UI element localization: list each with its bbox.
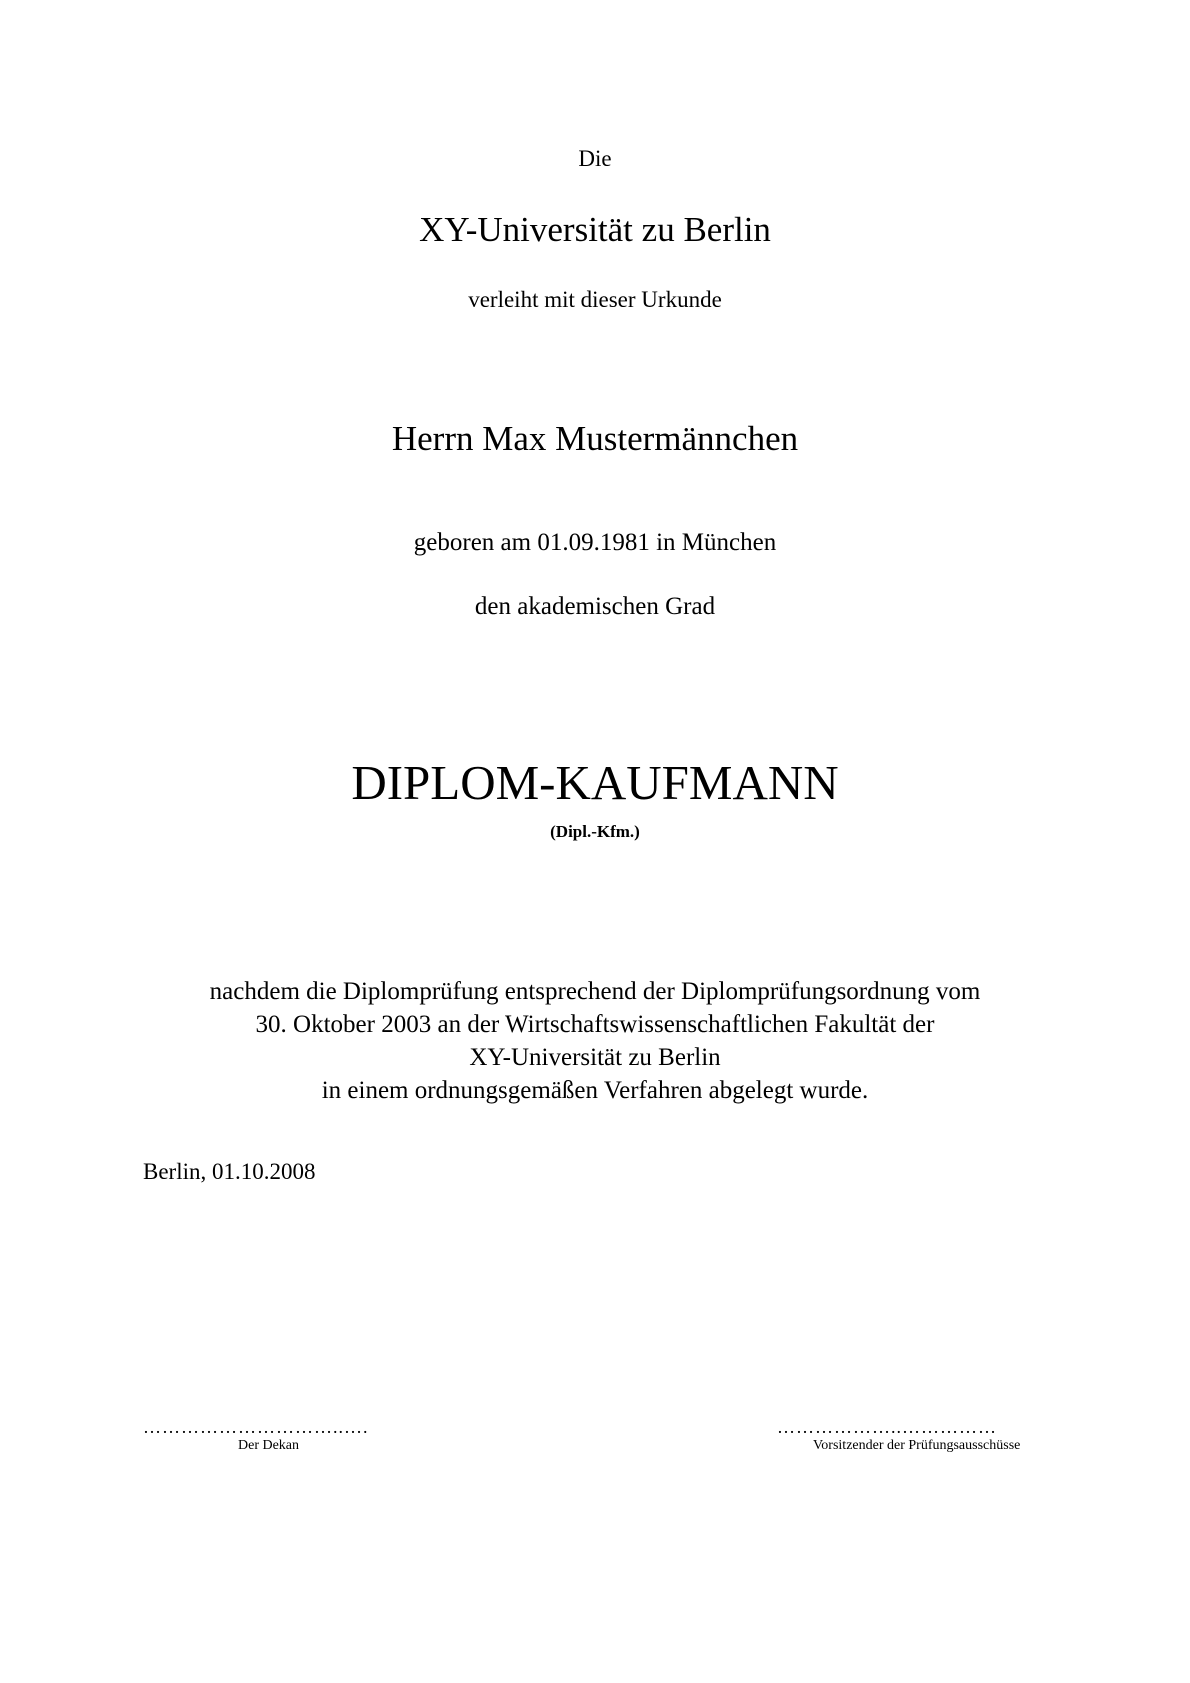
signature-label-dean: Der Dekan — [238, 1438, 300, 1453]
place-date: Berlin, 01.10.2008 — [143, 1159, 316, 1184]
paragraph-line: XY-Universität zu Berlin — [469, 1044, 721, 1071]
degree-abbreviation: (Dipl.-Kfm.) — [550, 822, 640, 841]
conferral-text: verleiht mit dieser Urkunde — [468, 287, 722, 312]
degree-lead-text: den akademischen Grad — [474, 593, 716, 620]
intro-text: Die — [578, 146, 612, 171]
university-name: XY-Universität zu Berlin — [419, 210, 771, 249]
birth-info: geboren am 01.09.1981 in München — [413, 529, 777, 556]
paragraph-line: in einem ordnungsgemäßen Verfahren abgelegt wurde. — [321, 1077, 869, 1104]
degree-title: DIPLOM-KAUFMANN — [351, 755, 839, 810]
signature-line-chair: ………………..…………… — [777, 1417, 997, 1437]
signature-line-dean: …………………………..…. — [143, 1417, 369, 1437]
conferral-paragraph — [0, 975, 1190, 1107]
paragraph-line: 30. Oktober 2003 an der Wirtschaftswissenschaftlichen Fakultät der — [255, 1011, 935, 1038]
recipient-name: Herrn Max Mustermännchen — [391, 419, 799, 458]
paragraph-line: nachdem die Diplomprüfung entsprechend der Diplomprüfungsordnung vom — [209, 978, 981, 1005]
signature-label-chair: Vorsitzender der Prüfungsausschüsse — [813, 1438, 1021, 1453]
